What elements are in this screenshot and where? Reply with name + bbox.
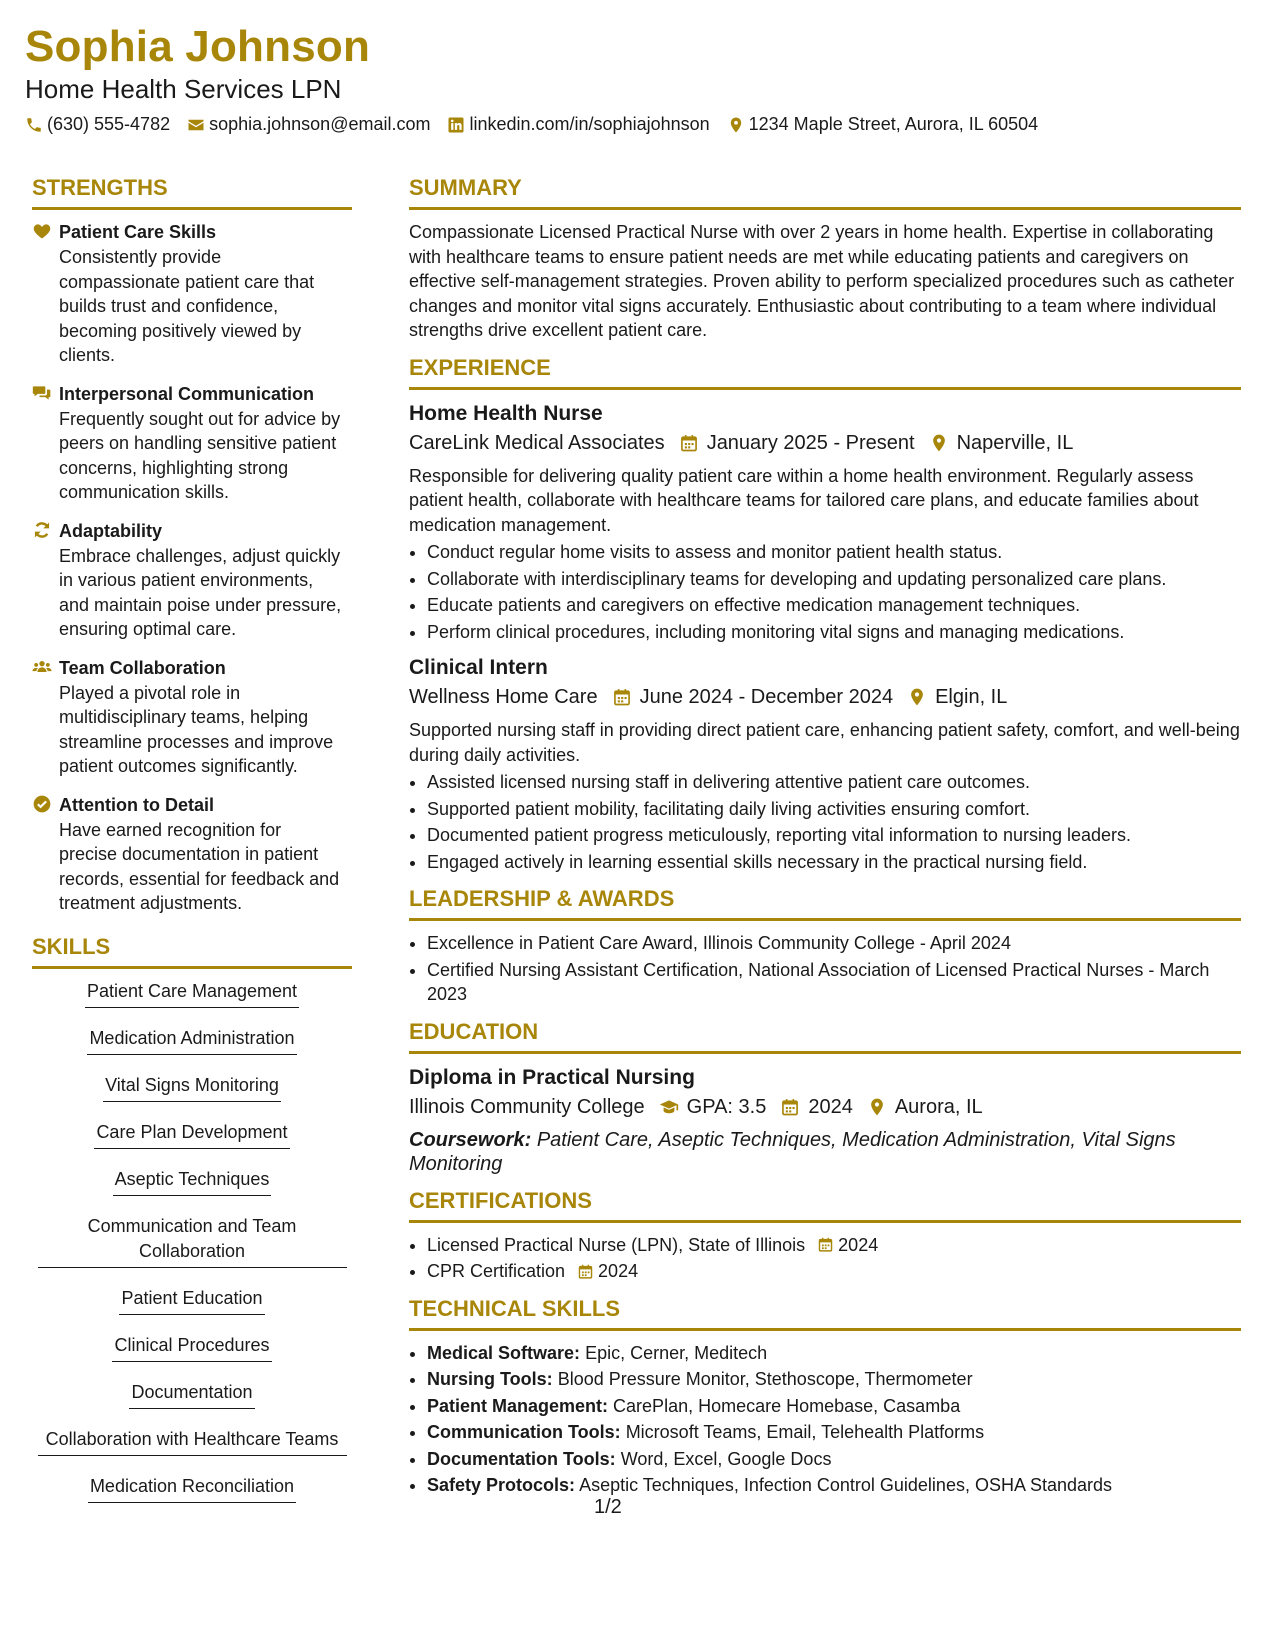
linkedin-icon [447, 116, 465, 134]
skill-item: Vital Signs Monitoring [103, 1073, 281, 1102]
summary-heading: SUMMARY [409, 175, 1241, 210]
skill-item: Care Plan Development [94, 1120, 289, 1149]
strength-item [32, 793, 352, 916]
job-title: Home Health Nurse [409, 401, 603, 425]
list-item: • Collaborate with interdisciplinary teams for developing and updating personalized care plans. [427, 567, 1241, 592]
job-description: Supported nursing staff in providing direct patient care, enhancing patient safety, comfort, and well-being during daily activities. [409, 720, 1240, 765]
strength-title: Adaptability [59, 520, 163, 541]
coursework-label: Coursework: [409, 1128, 532, 1151]
education-location: Aurora, IL [894, 1095, 983, 1118]
experience-section [409, 355, 1241, 875]
strength-desc: Embrace challenges, adjust quickly in various patient environments, and maintain poise under pressure, ensuring optimal care. [59, 545, 342, 639]
education-section [409, 1019, 1241, 1176]
map-marker-icon [727, 116, 745, 134]
tech-label: Nursing Tools: [427, 1369, 553, 1389]
calendar-icon [780, 1097, 800, 1117]
cert-name: • Licensed Practical Nurse (LPN), State of Illinois [427, 1234, 806, 1255]
map-marker-icon [929, 433, 949, 453]
strength-item [32, 656, 352, 779]
job-meta [409, 428, 1241, 458]
tech-label: Safety Protocols: [427, 1475, 576, 1495]
candidate-role: Home Health Services LPN [25, 74, 342, 104]
technical-skills-section [409, 1296, 1241, 1498]
list-item: • Supported patient mobility, facilitating daily living activities ensuring comfort. [427, 797, 1241, 822]
cert-name: • CPR Certification [427, 1261, 566, 1281]
check-circle-icon [32, 793, 59, 916]
phone-text: (630) 555-4782 [47, 114, 171, 134]
job-dates: January 2025 - Present [706, 431, 915, 454]
cert-year: 2024 [838, 1234, 879, 1255]
job-bullets [409, 540, 1241, 644]
job-company: Wellness Home Care [409, 686, 598, 708]
calendar-icon [817, 1236, 834, 1253]
left-column [32, 175, 352, 1521]
certifications-section [409, 1188, 1241, 1284]
calendar-icon [679, 433, 699, 453]
linkedin-text[interactable]: linkedin.com/in/sophiajohnson [469, 114, 710, 134]
calendar-icon [612, 687, 632, 707]
job-location: Naperville, IL [956, 431, 1074, 454]
skills-list [32, 979, 352, 1503]
school-name: Illinois Community College [409, 1095, 645, 1118]
list-item: • Engaged actively in learning essential skills necessary in the practical nursing field. [427, 850, 1241, 875]
awards-section [409, 886, 1241, 1007]
skill-item: Medication Reconciliation [88, 1474, 296, 1503]
map-marker-icon [867, 1097, 887, 1117]
strength-title: Attention to Detail [59, 794, 214, 815]
tech-label: Medical Software: [427, 1342, 581, 1363]
job-entry [409, 654, 1241, 874]
list-item [427, 1394, 1241, 1419]
strength-desc: Played a pivotal role in multidisciplinary teams, helping streamline processes and improve patient outcomes significantly. [59, 682, 334, 776]
contact-phone [25, 114, 170, 135]
list-item [427, 1473, 1241, 1498]
degree-title: Diploma in Practical Nursing [409, 1065, 695, 1089]
candidate-name: Sophia Johnson [25, 22, 371, 71]
job-bullets [409, 770, 1241, 874]
list-item: • Conduct regular home visits to assess and monitor patient health status. [427, 540, 1241, 565]
technical-skills-list [409, 1341, 1241, 1498]
graduation-cap-icon [659, 1097, 679, 1117]
job-location: Elgin, IL [935, 686, 1008, 708]
strength-title: Patient Care Skills [59, 222, 217, 242]
job-meta [409, 682, 1241, 712]
awards-list [409, 931, 1241, 1007]
skill-item: Documentation [129, 1380, 254, 1409]
experience-heading: EXPERIENCE [409, 355, 1241, 390]
tech-value: CarePlan, Homecare Homebase, Casamba [613, 1395, 961, 1416]
certifications-list [409, 1233, 1241, 1284]
job-entry [409, 400, 1241, 645]
tech-value: Microsoft Teams, Email, Telehealth Platforms [625, 1422, 985, 1442]
summary-text: Compassionate Licensed Practical Nurse with over 2 years in home health. Expertise in collaborating with healthcare teams to ensure patient needs are met while educating patients and caregivers on effective self-management strategies. Proven ability to perform specialized procedures such as catheter changes and monitor vital signs accurately. Enthusiastic about contributing to a team where individual strengths drive excellent patient care. [409, 222, 1235, 340]
tech-value: Word, Excel, Google Docs [620, 1448, 832, 1469]
skill-item: Medication Administration [87, 1026, 296, 1055]
email-text[interactable]: sophia.johnson@email.com [209, 114, 431, 134]
job-company: CareLink Medical Associates [409, 431, 665, 454]
strength-title: Interpersonal Communication [59, 383, 315, 404]
contact-bar [25, 114, 1055, 135]
calendar-icon [577, 1263, 594, 1280]
skill-item: Communication and Team Collaboration [38, 1214, 347, 1268]
contact-linkedin[interactable] [447, 114, 709, 135]
users-icon [32, 656, 59, 779]
list-item [427, 1420, 1241, 1445]
skill-item: Patient Education [119, 1286, 264, 1315]
list-item: • Excellence in Patient Care Award, Illinois Community College - April 2024 [427, 931, 1241, 956]
list-item [427, 1367, 1241, 1392]
strength-title: Team Collaboration [59, 657, 226, 678]
page-number: 1/2 [594, 1496, 622, 1518]
tech-label: Communication Tools: [427, 1422, 621, 1442]
skill-item: Collaboration with Healthcare Teams [38, 1427, 347, 1456]
tech-value: Epic, Cerner, Meditech [585, 1342, 768, 1363]
tech-label: Documentation Tools: [427, 1448, 616, 1469]
strength-item [32, 220, 352, 368]
tech-value: Aseptic Techniques, Infection Control Guidelines, OSHA Standards [579, 1475, 1113, 1495]
strengths-heading: STRENGTHS [32, 175, 352, 210]
list-item: • Documented patient progress meticulously, reporting vital information to nursing leaders. [427, 823, 1241, 848]
strength-desc: Have earned recognition for precise documentation in patient records, essential for feedback and treatment adjustments. [59, 819, 340, 913]
coursework [409, 1128, 1241, 1176]
comments-icon [32, 382, 59, 505]
list-item: • Assisted licensed nursing staff in delivering attentive patient care outcomes. [427, 770, 1241, 795]
strength-desc: Frequently sought out for advice by peers on handling sensitive patient concerns, highlighting strong communication skills. [59, 408, 341, 502]
strength-item [32, 382, 352, 505]
list-item: • Perform clinical procedures, including monitoring vital signs and managing medications. [427, 620, 1241, 645]
tech-label: Patient Management: [427, 1395, 609, 1416]
technical-skills-heading: TECHNICAL SKILLS [409, 1296, 1241, 1331]
right-column [409, 175, 1241, 1510]
certifications-heading: CERTIFICATIONS [409, 1188, 1241, 1223]
strength-item [32, 519, 352, 642]
summary-section [409, 175, 1241, 343]
strength-desc: Consistently provide compassionate patient care that builds trust and confidence, becoming positively viewed by clients. [59, 247, 315, 365]
education-year: 2024 [808, 1095, 853, 1118]
sync-icon [32, 519, 59, 642]
contact-address [727, 114, 1039, 135]
education-heading: EDUCATION [409, 1019, 1241, 1054]
list-item: • Educate patients and caregivers on effective medication management techniques. [427, 593, 1241, 618]
job-description: Responsible for delivering quality patient care within a home health environment. Regularly assess patient health, collaborate with healthcare teams for tailored care plans, and educate families about medication management. [409, 465, 1199, 535]
job-title: Clinical Intern [409, 656, 548, 679]
contact-email[interactable] [187, 114, 430, 135]
skill-item: Patient Care Management [85, 979, 299, 1008]
skill-item: Aseptic Techniques [113, 1167, 272, 1196]
list-item [427, 1259, 1241, 1284]
list-item [427, 1447, 1241, 1472]
skills-heading: SKILLS [32, 934, 352, 969]
gpa-text: GPA: 3.5 [686, 1095, 767, 1118]
cert-year: 2024 [598, 1261, 639, 1281]
address-text: 1234 Maple Street, Aurora, IL 60504 [748, 114, 1039, 134]
list-item: • Certified Nursing Assistant Certification, National Association of Licensed Practical Nurses - March 2023 [427, 958, 1241, 1007]
list-item [427, 1341, 1241, 1366]
coursework-text: Patient Care, Aseptic Techniques, Medication Administration, Vital Signs Monitoring [409, 1128, 1176, 1175]
skill-item: Clinical Procedures [112, 1333, 271, 1362]
phone-icon [25, 116, 43, 134]
awards-heading: LEADERSHIP & AWARDS [409, 886, 1241, 921]
envelope-icon [187, 116, 205, 134]
education-meta [409, 1092, 1241, 1122]
tech-value: Blood Pressure Monitor, Stethoscope, Thermometer [557, 1369, 973, 1389]
heart-icon [32, 220, 59, 368]
map-marker-icon [907, 687, 927, 707]
list-item [427, 1233, 1241, 1258]
job-dates: June 2024 - December 2024 [639, 686, 894, 708]
